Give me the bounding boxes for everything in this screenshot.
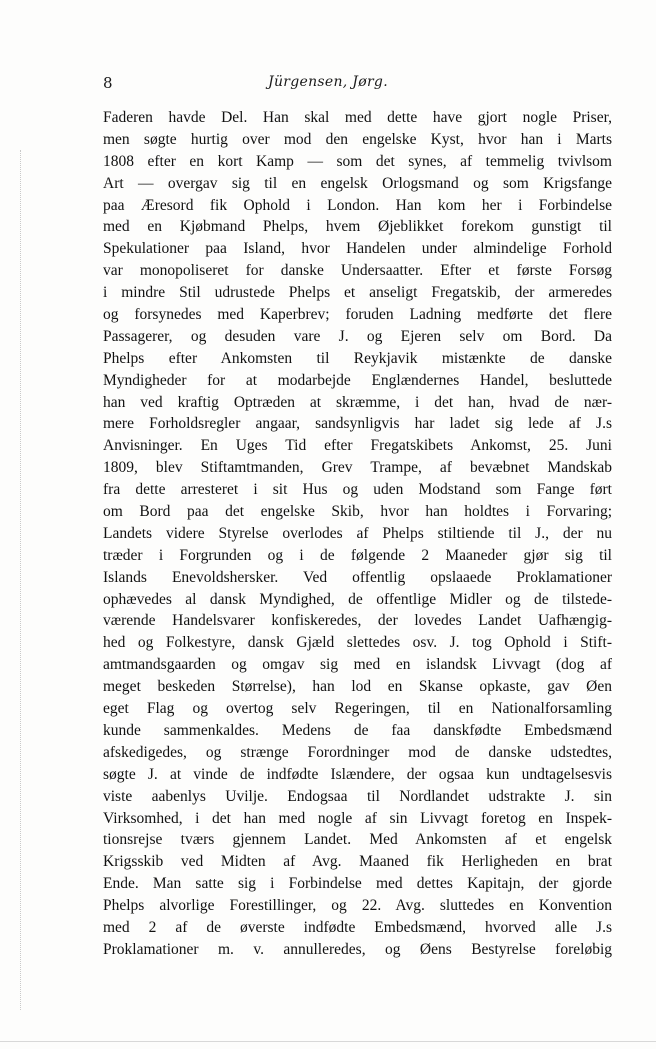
- text-line: tionsrejse tværs gjennem Landet. Med Ankomsten af et engelsk: [103, 831, 612, 849]
- text-line: om Bord paa det engelske Skib, hvor han holdtes i Forvaring;: [103, 503, 612, 521]
- text-line: hed og Folkestyre, dansk Gjæld slettedes osv. J. tog Ophold i Stift-: [103, 634, 612, 652]
- text-line: Anvisninger. En Uges Tid efter Fregatskibets Ankomst, 25. Juni: [103, 437, 612, 455]
- text-line: var monopoliseret for danske Undersaatter. Efter et første Forsøg: [103, 262, 612, 280]
- text-line: Krigsskib ved Midten af Avg. Maaned fik Herligheden en brat: [103, 853, 612, 871]
- text-line: værende Handelsvarer konfiskeredes, der lovedes Landet Uafhængig-: [103, 612, 612, 630]
- text-line: meget beskeden Størrelse), han lod en Skanse opkaste, gav Øen: [103, 678, 612, 696]
- text-line: paa Æresord fik Ophold i London. Han kom her i Forbindelse: [103, 196, 612, 214]
- text-line: Proklamationer m. v. annulleredes, og Øens Bestyrelse foreløbig: [103, 940, 612, 958]
- text-line: Ende. Man satte sig i Forbindelse med dettes Kapitajn, der gjorde: [103, 875, 612, 893]
- text-line: 1809, blev Stiftamtmanden, Grev Trampe, af bevæbnet Mandskab: [103, 459, 612, 477]
- text-line: afskedigedes, og strænge Forordninger mod de danske udstedtes,: [103, 743, 612, 761]
- text-line: Islands Enevoldshersker. Ved offentlig opslaaede Proklamationer: [103, 568, 612, 586]
- text-line: eget Flag og overtog selv Regeringen, til en Nationalforsamling: [103, 700, 612, 718]
- body-text: [103, 107, 612, 961]
- text-line: og forsynedes med Kaperbrev; foruden Ladning medførte det flere: [103, 306, 612, 324]
- text-line: mere Forholdsregler angaar, sandsynligvis har ladet sig lede af J.s: [103, 415, 612, 433]
- text-line: fra dette arresteret i sit Hus og uden Modstand som Fange ført: [103, 481, 612, 499]
- text-line: 1808 efter en kort Kamp — som det synes, af temmelig tvivlsom: [103, 152, 612, 170]
- text-line: Art — overgav sig til en engelsk Orlogsmand og som Krigsfange: [103, 174, 612, 192]
- text-line: Virksomhed, i det han med nogle af sin Livvagt foretog en Inspek-: [103, 809, 612, 827]
- text-line: ophævedes al dansk Myndighed, de offentlige Midler og de tilstede-: [103, 590, 612, 608]
- text-line: træder i Forgrunden og i de følgende 2 Maaneder gjør sig til: [103, 546, 612, 564]
- text-line: viste aabenlys Uvilje. Endogsaa til Nordlandet udstrakte J. sin: [103, 787, 612, 805]
- text-line: Phelps alvorlige Forestillinger, og 22. Avg. sluttedes en Konvention: [103, 897, 612, 915]
- page-bottom-edge: [0, 1041, 656, 1042]
- text-line: med en Kjøbmand Phelps, hvem Øjeblikket forekom gunstigt til: [103, 218, 612, 236]
- text-line: men søgte hurtig over mod den engelske Kyst, hvor han i Marts: [103, 130, 612, 148]
- text-line: amtmandsgaarden og omgav sig med en islandsk Livvagt (dog af: [103, 656, 612, 674]
- text-line: han ved kraftig Optræden at skræmme, i det han, hvad de nær-: [103, 393, 612, 411]
- text-line: i mindre Stil udrustede Phelps et anseligt Fregatskib, der armeredes: [103, 284, 612, 302]
- page-number: 8: [103, 74, 113, 92]
- text-line: søgte J. at vinde de indfødte Islændere, der ogsaa kun undtagelsesvis: [103, 765, 612, 783]
- running-head: Jürgensen, Jørg.: [268, 74, 388, 90]
- text-line: med 2 af de øverste indfødte Embedsmænd, hvorved alle J.s: [103, 918, 612, 936]
- text-line: Landets videre Styrelse overlodes af Phelps stiltiende til J., der nu: [103, 524, 612, 542]
- binding-edge-line: [20, 150, 21, 1010]
- text-line: Passagerer, og desuden vare J. og Ejeren selv om Bord. Da: [103, 327, 612, 345]
- text-line: Spekulationer paa Island, hvor Handelen under almindelige Forhold: [103, 240, 612, 258]
- text-line: kunde sammenkaldes. Medens de faa danskfødte Embedsmænd: [103, 721, 612, 739]
- text-line: Myndigheder for at modarbejde Englændernes Handel, besluttede: [103, 371, 612, 389]
- text-line: Phelps efter Ankomsten til Reykjavik mistænkte de danske: [103, 349, 612, 367]
- text-line: Faderen havde Del. Han skal med dette have gjort nogle Priser,: [103, 109, 612, 126]
